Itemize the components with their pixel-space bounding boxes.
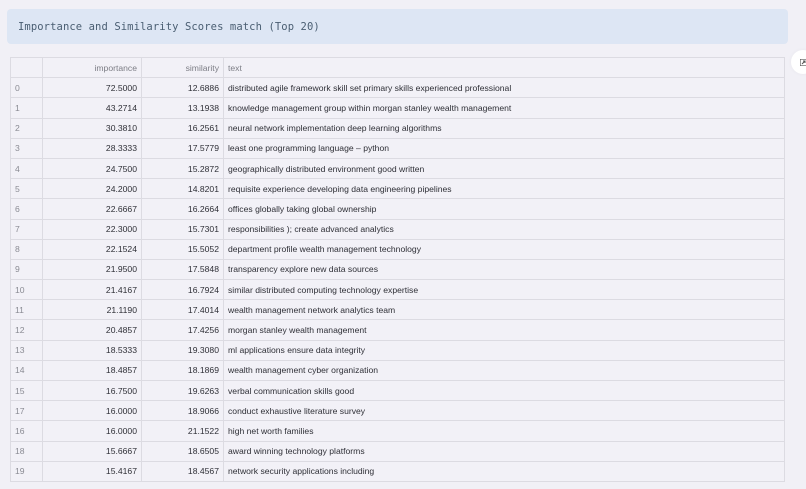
text-cell[interactable]: neural network implementation deep learning algorithms bbox=[224, 118, 785, 138]
table-row bbox=[11, 421, 785, 441]
row-index[interactable]: 19 bbox=[11, 461, 43, 481]
row-index[interactable]: 18 bbox=[11, 441, 43, 461]
row-index[interactable]: 14 bbox=[11, 360, 43, 380]
text-cell[interactable]: requisite experience developing data engineering pipelines bbox=[224, 179, 785, 199]
expand-icon bbox=[800, 59, 806, 66]
title-text: Importance and Similarity Scores match (Top 20) bbox=[18, 20, 320, 33]
similarity-cell[interactable]: 18.6505 bbox=[142, 441, 224, 461]
row-index[interactable]: 0 bbox=[11, 78, 43, 98]
similarity-cell[interactable]: 19.3080 bbox=[142, 340, 224, 360]
text-cell[interactable]: least one programming language – python bbox=[224, 138, 785, 158]
importance-cell[interactable]: 16.0000 bbox=[43, 421, 142, 441]
similarity-cell[interactable]: 12.6886 bbox=[142, 78, 224, 98]
scores-table bbox=[10, 57, 785, 482]
similarity-cell[interactable]: 17.5779 bbox=[142, 138, 224, 158]
importance-cell[interactable]: 20.4857 bbox=[43, 320, 142, 340]
text-cell[interactable]: morgan stanley wealth management bbox=[224, 320, 785, 340]
text-cell[interactable]: wealth management cyber organization bbox=[224, 360, 785, 380]
row-index[interactable]: 6 bbox=[11, 199, 43, 219]
importance-cell[interactable]: 72.5000 bbox=[43, 78, 142, 98]
text-cell[interactable]: transparency explore new data sources bbox=[224, 259, 785, 279]
row-index[interactable]: 17 bbox=[11, 401, 43, 421]
similarity-cell[interactable]: 15.7301 bbox=[142, 219, 224, 239]
row-index[interactable]: 12 bbox=[11, 320, 43, 340]
similarity-cell[interactable]: 17.4014 bbox=[142, 300, 224, 320]
table-row bbox=[11, 98, 785, 118]
row-index[interactable]: 4 bbox=[11, 158, 43, 178]
text-cell[interactable]: department profile wealth management technology bbox=[224, 239, 785, 259]
expand-fullscreen-button[interactable] bbox=[791, 50, 806, 74]
row-index[interactable]: 16 bbox=[11, 421, 43, 441]
row-index[interactable]: 13 bbox=[11, 340, 43, 360]
text-cell[interactable]: distributed agile framework skill set primary skills experienced professional bbox=[224, 78, 785, 98]
text-cell[interactable]: wealth management network analytics team bbox=[224, 300, 785, 320]
text-cell[interactable]: knowledge management group within morgan stanley wealth management bbox=[224, 98, 785, 118]
row-index[interactable]: 8 bbox=[11, 239, 43, 259]
importance-cell[interactable]: 18.4857 bbox=[43, 360, 142, 380]
text-cell[interactable]: ml applications ensure data integrity bbox=[224, 340, 785, 360]
importance-cell[interactable]: 18.5333 bbox=[43, 340, 142, 360]
title-banner bbox=[7, 9, 788, 44]
similarity-cell[interactable]: 15.5052 bbox=[142, 239, 224, 259]
table-row bbox=[11, 300, 785, 320]
table-row bbox=[11, 199, 785, 219]
similarity-cell[interactable]: 21.1522 bbox=[142, 421, 224, 441]
table-row bbox=[11, 360, 785, 380]
similarity-cell[interactable]: 16.2664 bbox=[142, 199, 224, 219]
table-row bbox=[11, 320, 785, 340]
similarity-cell[interactable]: 16.2561 bbox=[142, 118, 224, 138]
text-cell[interactable]: geographically distributed environment good written bbox=[224, 158, 785, 178]
similarity-cell[interactable]: 13.1938 bbox=[142, 98, 224, 118]
text-cell[interactable]: network security applications including bbox=[224, 461, 785, 481]
text-cell[interactable]: verbal communication skills good bbox=[224, 381, 785, 401]
row-index[interactable]: 1 bbox=[11, 98, 43, 118]
importance-cell[interactable]: 22.3000 bbox=[43, 219, 142, 239]
importance-cell[interactable]: 15.4167 bbox=[43, 461, 142, 481]
table-row bbox=[11, 381, 785, 401]
text-cell[interactable]: similar distributed computing technology expertise bbox=[224, 280, 785, 300]
row-index[interactable]: 10 bbox=[11, 280, 43, 300]
dataframe-table[interactable] bbox=[10, 57, 784, 482]
table-row bbox=[11, 219, 785, 239]
table-row bbox=[11, 239, 785, 259]
column-header-importance[interactable]: importance bbox=[43, 58, 142, 78]
importance-cell[interactable]: 16.0000 bbox=[43, 401, 142, 421]
table-row bbox=[11, 179, 785, 199]
column-header-index[interactable] bbox=[11, 58, 43, 78]
table-row bbox=[11, 280, 785, 300]
importance-cell[interactable]: 24.7500 bbox=[43, 158, 142, 178]
row-index[interactable]: 15 bbox=[11, 381, 43, 401]
table-row bbox=[11, 78, 785, 98]
importance-cell[interactable]: 21.1190 bbox=[43, 300, 142, 320]
table-row bbox=[11, 461, 785, 481]
column-header-similarity[interactable]: similarity bbox=[142, 58, 224, 78]
text-cell[interactable]: award winning technology platforms bbox=[224, 441, 785, 461]
similarity-cell[interactable]: 18.9066 bbox=[142, 401, 224, 421]
importance-cell[interactable]: 22.1524 bbox=[43, 239, 142, 259]
table-row bbox=[11, 158, 785, 178]
text-cell[interactable]: conduct exhaustive literature survey bbox=[224, 401, 785, 421]
importance-cell[interactable]: 28.3333 bbox=[43, 138, 142, 158]
similarity-cell[interactable]: 14.8201 bbox=[142, 179, 224, 199]
importance-cell[interactable]: 22.6667 bbox=[43, 199, 142, 219]
row-index[interactable]: 9 bbox=[11, 259, 43, 279]
table-row bbox=[11, 441, 785, 461]
similarity-cell[interactable]: 15.2872 bbox=[142, 158, 224, 178]
text-cell[interactable]: offices globally taking global ownership bbox=[224, 199, 785, 219]
similarity-cell[interactable]: 19.6263 bbox=[142, 381, 224, 401]
row-index[interactable]: 3 bbox=[11, 138, 43, 158]
header-row bbox=[11, 58, 785, 78]
text-cell[interactable]: high net worth families bbox=[224, 421, 785, 441]
similarity-cell[interactable]: 16.7924 bbox=[142, 280, 224, 300]
similarity-cell[interactable]: 18.1869 bbox=[142, 360, 224, 380]
column-header-text[interactable]: text bbox=[224, 58, 785, 78]
row-index[interactable]: 2 bbox=[11, 118, 43, 138]
table-row bbox=[11, 138, 785, 158]
importance-cell[interactable]: 30.3810 bbox=[43, 118, 142, 138]
text-cell[interactable]: responsibilities ); create advanced analytics bbox=[224, 219, 785, 239]
table-row bbox=[11, 259, 785, 279]
row-index[interactable]: 7 bbox=[11, 219, 43, 239]
importance-cell[interactable]: 16.7500 bbox=[43, 381, 142, 401]
importance-cell[interactable]: 43.2714 bbox=[43, 98, 142, 118]
importance-cell[interactable]: 24.2000 bbox=[43, 179, 142, 199]
row-index[interactable]: 5 bbox=[11, 179, 43, 199]
similarity-cell[interactable]: 17.5848 bbox=[142, 259, 224, 279]
table-row bbox=[11, 401, 785, 421]
similarity-cell[interactable]: 17.4256 bbox=[142, 320, 224, 340]
importance-cell[interactable]: 15.6667 bbox=[43, 441, 142, 461]
importance-cell[interactable]: 21.9500 bbox=[43, 259, 142, 279]
importance-cell[interactable]: 21.4167 bbox=[43, 280, 142, 300]
similarity-cell[interactable]: 18.4567 bbox=[142, 461, 224, 481]
table-row bbox=[11, 340, 785, 360]
table-row bbox=[11, 118, 785, 138]
row-index[interactable]: 11 bbox=[11, 300, 43, 320]
